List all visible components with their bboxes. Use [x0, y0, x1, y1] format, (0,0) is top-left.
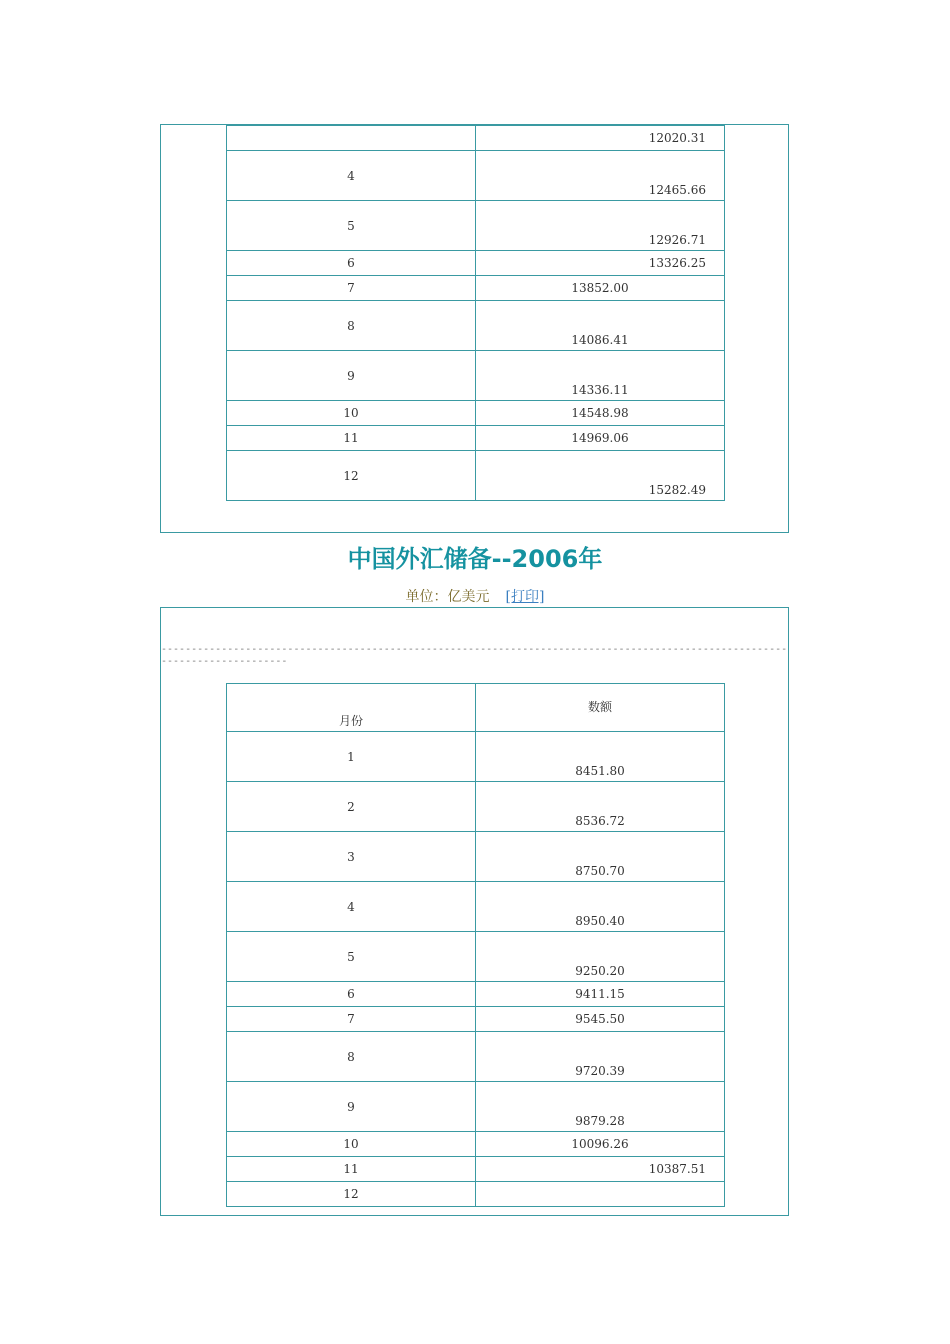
column-header-month: 月份: [338, 714, 363, 728]
month-value: 3: [347, 849, 355, 864]
reserve-table-frame-2006: [160, 607, 789, 1216]
amount-cell: [476, 1032, 725, 1082]
amount-cell: [476, 932, 725, 982]
amount-value: 9411.15: [575, 987, 625, 1001]
month-value: 9: [347, 368, 355, 383]
table-row: [227, 832, 725, 882]
table-row: [227, 932, 725, 982]
table-row: [227, 301, 725, 351]
table-row: [227, 1007, 725, 1032]
amount-value: 12020.31: [648, 131, 706, 145]
table-row: [227, 451, 725, 501]
month-cell: [227, 932, 476, 982]
month-value: 11: [343, 1162, 359, 1176]
amount-value: 9720.39: [575, 1064, 625, 1078]
amount-cell: [476, 151, 725, 201]
amount-cell: [476, 126, 725, 151]
month-value: 8: [347, 318, 355, 333]
amount-cell: [476, 1007, 725, 1032]
month-value: 12: [343, 468, 359, 483]
month-value: 8: [347, 1049, 355, 1064]
month-cell: [227, 732, 476, 782]
amount-value: 12926.71: [648, 233, 706, 247]
reserve-table-frame-previous: [160, 124, 789, 533]
unit-label: 单位：亿美元: [405, 589, 490, 605]
amount-value: 9250.20: [575, 964, 625, 978]
dashed-separator: -----------------------------------------------------------------------------------------------------------------------------: [161, 644, 788, 667]
table-row: [227, 1032, 725, 1082]
month-cell: [227, 276, 476, 301]
amount-cell: [476, 301, 725, 351]
amount-value: 10387.51: [648, 1162, 706, 1176]
amount-cell: [476, 426, 725, 451]
amount-value: 13852.00: [571, 281, 629, 295]
amount-cell: [476, 251, 725, 276]
month-value: 6: [347, 987, 355, 1001]
amount-cell: [476, 1132, 725, 1157]
table-row: [227, 782, 725, 832]
amount-value: 8750.70: [575, 864, 625, 878]
month-value: 12: [343, 1187, 359, 1201]
month-value: 4: [347, 899, 355, 914]
amount-value: 10096.26: [571, 1137, 629, 1151]
month-value: 2: [347, 799, 355, 814]
amount-value: 9545.50: [575, 1012, 625, 1026]
amount-cell: [476, 201, 725, 251]
reserve-table-2006: [226, 683, 725, 1207]
amount-cell: [476, 276, 725, 301]
table-row: [227, 151, 725, 201]
header-amount-cell: [476, 684, 725, 732]
month-cell: [227, 126, 476, 151]
month-value: 6: [347, 256, 355, 270]
amount-cell: [476, 1082, 725, 1132]
table-header-row: [227, 684, 725, 732]
amount-cell: [476, 882, 725, 932]
month-cell: [227, 982, 476, 1007]
header-month-cell: [227, 684, 476, 732]
amount-cell: [476, 351, 725, 401]
table-row: [227, 982, 725, 1007]
reserve-table-previous: [226, 125, 725, 501]
amount-value: 14086.41: [571, 333, 629, 347]
table-row: [227, 1182, 725, 1207]
month-cell: [227, 782, 476, 832]
month-value: 5: [347, 949, 355, 964]
amount-value: 12465.66: [648, 183, 706, 197]
month-cell: [227, 151, 476, 201]
month-value: 5: [347, 218, 355, 233]
table-row: [227, 1132, 725, 1157]
month-cell: [227, 1032, 476, 1082]
table-row: [227, 201, 725, 251]
month-cell: [227, 1182, 476, 1207]
amount-value: 8950.40: [575, 914, 625, 928]
amount-value: 13326.25: [648, 256, 706, 270]
table-row: [227, 126, 725, 151]
amount-cell: [476, 1182, 725, 1207]
unit-line: [0, 588, 950, 606]
month-cell: [227, 1007, 476, 1032]
table-row: [227, 251, 725, 276]
month-cell: [227, 832, 476, 882]
table-row: [227, 882, 725, 932]
amount-cell: [476, 401, 725, 426]
month-cell: [227, 201, 476, 251]
page-title: 中国外汇储备--2006年: [347, 545, 603, 573]
month-value: 10: [343, 406, 359, 420]
table-row: [227, 276, 725, 301]
month-cell: [227, 1082, 476, 1132]
amount-value: 8451.80: [575, 764, 625, 778]
month-value: 7: [347, 281, 355, 295]
month-cell: [227, 251, 476, 276]
amount-value: 15282.49: [648, 483, 706, 497]
table-row: [227, 351, 725, 401]
amount-cell: [476, 732, 725, 782]
table-row: [227, 426, 725, 451]
amount-value: 14336.11: [571, 383, 629, 397]
month-cell: [227, 1132, 476, 1157]
month-cell: [227, 351, 476, 401]
month-cell: [227, 1157, 476, 1182]
print-link[interactable]: [打印]: [505, 589, 545, 605]
month-value: 7: [347, 1012, 355, 1026]
month-cell: [227, 401, 476, 426]
month-cell: [227, 426, 476, 451]
amount-cell: [476, 782, 725, 832]
month-value: 11: [343, 431, 359, 445]
month-value: 4: [347, 168, 355, 183]
amount-cell: [476, 451, 725, 501]
table-row: [227, 1157, 725, 1182]
table-row: [227, 732, 725, 782]
month-value: 9: [347, 1099, 355, 1114]
amount-value: 14969.06: [571, 431, 629, 445]
amount-value: 8536.72: [575, 814, 625, 828]
column-header-amount: 数额: [587, 700, 612, 714]
amount-cell: [476, 832, 725, 882]
month-value: 1: [347, 749, 355, 764]
table-row: [227, 1082, 725, 1132]
amount-value: 14548.98: [571, 406, 629, 420]
amount-cell: [476, 1157, 725, 1182]
month-cell: [227, 882, 476, 932]
month-value: 10: [343, 1137, 359, 1151]
amount-cell: [476, 982, 725, 1007]
table-row: [227, 401, 725, 426]
amount-value: 9879.28: [575, 1114, 625, 1128]
month-cell: [227, 301, 476, 351]
month-cell: [227, 451, 476, 501]
